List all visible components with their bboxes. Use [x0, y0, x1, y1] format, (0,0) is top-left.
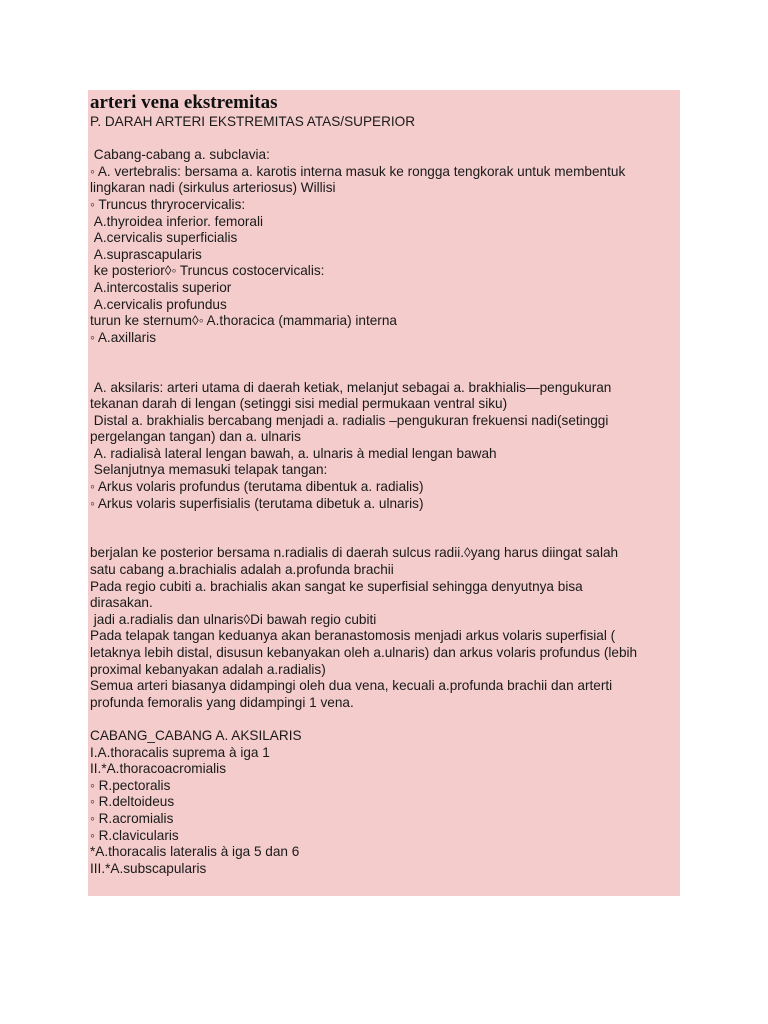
blank-line: [90, 131, 680, 148]
text-line: satu cabang a.brachialis adalah a.profunda brachii: [90, 562, 394, 578]
document-body: [90, 114, 680, 877]
text-line: Selanjutnya memasuki telapak tangan:: [90, 462, 328, 478]
text-line: *A.thoracalis lateralis à iga 5 dan 6: [90, 844, 300, 860]
text-line: III.*A.subscapularis: [90, 860, 207, 876]
text-line: jadi a.radialis dan ulnaris◊Di bawah regio cubiti: [90, 611, 377, 627]
text-line: letaknya lebih distal, disusun kebanyakan oleh a.ulnaris) dan arkus volaris profundus (lebih: [90, 645, 638, 660]
text-line: proximal kebanyakan adalah a.radialis): [90, 661, 326, 677]
text-line: Distal a. brakhialis bercabang menjadi a. radialis –pengukuran frekuensi nadi(setinggi: [90, 412, 609, 428]
text-line: A.suprascapularis: [90, 246, 202, 262]
text-line: turun ke sternum◊◦ A.thoracica (mammaria) interna: [90, 313, 397, 329]
blank-line: [90, 529, 680, 546]
text-line: dirasakan.: [90, 595, 153, 611]
text-line: Semua arteri biasanya didampingi oleh dua vena, kecuali a.profunda brachii dan arterti: [90, 678, 613, 694]
text-line: ke posterior◊◦ Truncus costocervicalis:: [90, 263, 325, 279]
blank-line: [90, 711, 680, 728]
blank-line: [90, 346, 680, 363]
text-line: ◦ A. vertebralis: bersama a. karotis interna masuk ke rongga tengkorak untuk membentuk: [90, 163, 626, 179]
text-line: tekanan darah di lengan (setinggi sisi medial permukaan ventral siku): [90, 396, 508, 412]
text-line: A. radialisà lateral lengan bawah, a. ulnaris à medial lengan bawah: [90, 445, 497, 461]
text-line: A. aksilaris: arteri utama di daerah ketiak, melanjut sebagai a. brakhialis—pengukuran: [90, 379, 612, 395]
blank-line: [90, 512, 680, 529]
text-line: profunda femoralis yang didampingi 1 vena.: [90, 694, 354, 710]
text-line: ◦ A.axillaris: [90, 329, 157, 345]
text-line: ◦ R.acromialis: [90, 810, 174, 826]
text-line: ◦ Arkus volaris profundus (terutama dibentuk a. radialis): [90, 479, 424, 495]
document-title: arteri vena ekstremitas: [90, 92, 278, 113]
text-line: A.intercostalis superior: [90, 279, 232, 295]
text-line: A.cervicalis superficialis: [90, 230, 238, 246]
text-line: P. DARAH ARTERI EKSTREMITAS ATAS/SUPERIOR: [90, 114, 416, 129]
text-line: Cabang-cabang a. subclavia:: [90, 147, 270, 163]
text-line: ◦ R.deltoideus: [90, 794, 175, 810]
text-line: I.A.thoracalis suprema à iga 1: [90, 744, 270, 760]
text-line: pergelangan tangan) dan a. ulnaris: [90, 429, 301, 445]
text-line: ◦ Arkus volaris superfisialis (terutama dibetuk a. ulnaris): [90, 495, 424, 511]
text-line: ◦ R.pectoralis: [90, 777, 171, 793]
text-line: berjalan ke posterior bersama n.radialis di daerah sulcus radii.◊yang harus diingat salah: [90, 545, 619, 561]
text-line: Pada telapak tangan keduanya akan beranastomosis menjadi arkus volaris superfisial (: [90, 628, 616, 644]
document-box: [88, 90, 680, 896]
text-line: ◦ R.clavicularis: [90, 827, 179, 843]
text-line: II.*A.thoracoacromialis: [90, 761, 226, 777]
blank-line: [90, 363, 680, 380]
text-line: A.cervicalis profundus: [90, 296, 227, 312]
text-line: lingkaran nadi (sirkulus arteriosus) Willisi: [90, 180, 336, 196]
text-line: CABANG_CABANG A. AKSILARIS: [90, 727, 302, 743]
text-line: A.thyroidea inferior. femorali: [90, 213, 264, 229]
text-line: ◦ Truncus thryrocervicalis:: [90, 196, 246, 212]
text-line: Pada regio cubiti a. brachialis akan sangat ke superfisial sehingga denyutnya bisa: [90, 578, 583, 594]
